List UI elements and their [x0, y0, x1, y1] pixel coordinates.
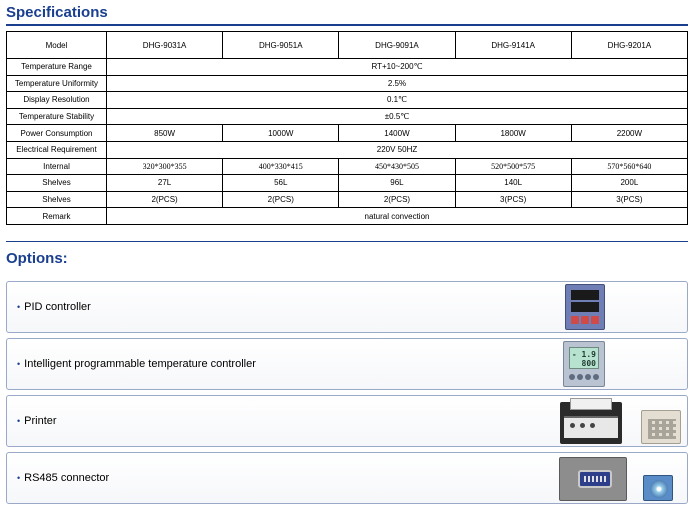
row-value: 1000W [223, 125, 339, 142]
row-merged-value: 0.1℃ [107, 92, 688, 109]
option-label [17, 301, 91, 313]
row-merged-value: 2.5% [107, 75, 688, 92]
keypad-icon [641, 410, 681, 444]
bullet-icon: • [17, 473, 21, 483]
table-row [7, 59, 688, 76]
table-header-model: DHG-9141A [455, 32, 571, 59]
option-label [17, 415, 57, 427]
table-row [7, 141, 688, 158]
table-row [7, 191, 688, 208]
row-value: 320*300*355 [107, 158, 223, 175]
option-label [17, 358, 256, 370]
row-value: 450*430*505 [339, 158, 455, 175]
option-pid-controller [6, 281, 688, 333]
row-label: Power Consumption [7, 125, 107, 142]
row-value: 140L [455, 175, 571, 192]
table-header-model: DHG-9091A [339, 32, 455, 59]
row-merged-value: ±0.5℃ [107, 108, 688, 125]
row-value: 56L [223, 175, 339, 192]
row-value: 400*330*415 [223, 158, 339, 175]
pid-display-top [571, 290, 599, 300]
row-value: 3(PCS) [571, 191, 687, 208]
row-label: Shelves [7, 191, 107, 208]
row-value: 1800W [455, 125, 571, 142]
row-value: 2200W [571, 125, 687, 142]
table-header-model: DHG-9031A [107, 32, 223, 59]
table-header-model: DHG-9201A [571, 32, 687, 59]
table-row [7, 158, 688, 175]
software-disc-icon [643, 475, 673, 501]
table-header-label: Model [7, 32, 107, 59]
row-value: 570*560*640 [571, 158, 687, 175]
controller-lcd [569, 347, 599, 369]
row-merged-value: natural convection [107, 208, 688, 225]
printer-icon [560, 402, 622, 444]
table-row [7, 75, 688, 92]
option-rs485-connector [6, 452, 688, 504]
row-label: Temperature Stability [7, 108, 107, 125]
printer-paper [570, 398, 612, 410]
row-label: Remark [7, 208, 107, 225]
row-merged-value: RT+10~200℃ [107, 59, 688, 76]
pid-controller-icon [565, 284, 605, 330]
lcd-top-readout: - 1.9 [571, 350, 596, 359]
table-header-model: DHG-9051A [223, 32, 339, 59]
row-label: Internal [7, 158, 107, 175]
lcd-bottom-readout: 800 [581, 359, 596, 368]
controller-buttons [569, 374, 599, 381]
table-row [7, 108, 688, 125]
row-value: 2(PCS) [223, 191, 339, 208]
rs485-connector-icon [559, 457, 627, 501]
options-title: Options: [6, 250, 68, 267]
bullet-icon: • [17, 416, 21, 426]
option-label [17, 472, 109, 484]
option-printer [6, 395, 688, 447]
option-text: PID controller [24, 301, 91, 313]
option-programmable-controller [6, 338, 688, 390]
row-label: Temperature Uniformity [7, 75, 107, 92]
table-row [7, 92, 688, 109]
row-value: 200L [571, 175, 687, 192]
row-value: 850W [107, 125, 223, 142]
row-label: Shelves [7, 175, 107, 192]
option-text: RS485 connector [24, 472, 110, 484]
section-divider [6, 241, 688, 242]
table-row [7, 208, 688, 225]
specifications-table [6, 31, 688, 225]
programmable-controller-icon [563, 341, 605, 387]
row-value: 2(PCS) [339, 191, 455, 208]
row-value: 3(PCS) [455, 191, 571, 208]
pid-display-bottom [571, 302, 599, 312]
specifications-title: Specifications [6, 4, 108, 21]
title-divider [6, 24, 688, 26]
table-header-row [7, 32, 688, 59]
row-value: 520*500*575 [455, 158, 571, 175]
row-merged-value: 220V 50HZ [107, 141, 688, 158]
table-row [7, 175, 688, 192]
db9-port [578, 470, 612, 488]
printer-front [564, 416, 618, 438]
row-label: Display Resolution [7, 92, 107, 109]
row-value: 2(PCS) [107, 191, 223, 208]
row-label: Temperature Range [7, 59, 107, 76]
pid-keys [571, 316, 599, 324]
table-row [7, 125, 688, 142]
bullet-icon: • [17, 302, 21, 312]
row-value: 27L [107, 175, 223, 192]
row-label: Electrical Requirement [7, 141, 107, 158]
option-text: Printer [24, 415, 57, 427]
bullet-icon: • [17, 359, 21, 369]
row-value: 96L [339, 175, 455, 192]
row-value: 1400W [339, 125, 455, 142]
option-text: Intelligent programmable temperature controller [24, 358, 256, 370]
